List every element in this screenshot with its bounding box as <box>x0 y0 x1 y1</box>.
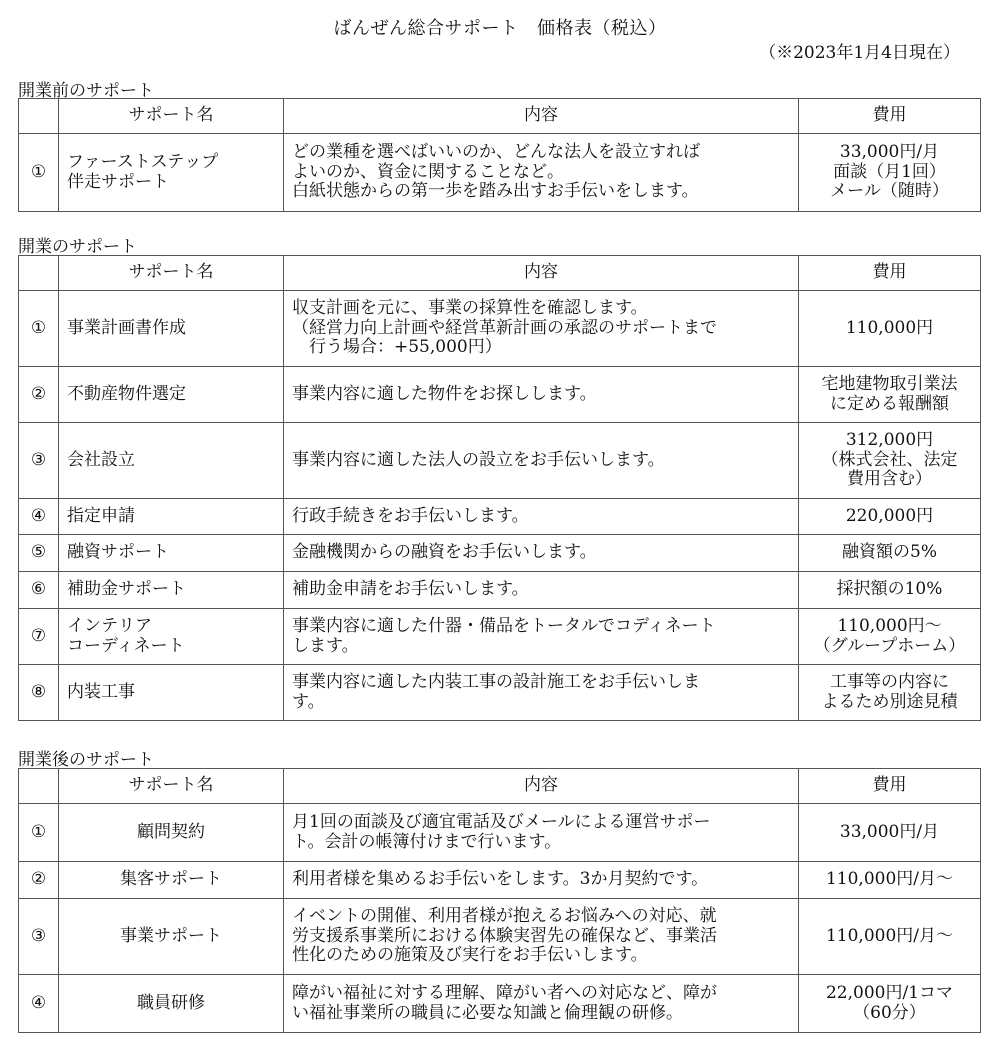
support-content: 補助金申請をお手伝いします。 <box>284 572 799 609</box>
support-name: インテリア コーディネート <box>59 609 284 665</box>
support-fee: 宅地建物取引業法 に定める報酬額 <box>799 367 981 423</box>
row-number: ② <box>19 862 59 899</box>
support-content: 事業内容に適した物件をお探しします。 <box>284 367 799 423</box>
support-content: イベントの開催、利用者様が抱えるお悩みへの対応、就 労支援系事業所における体験実習先の確保など、事業活 性化のための施策及び実行をお手伝いします。 <box>284 899 799 975</box>
support-content: 利用者様を集めるお手伝いをします。3か月契約です。 <box>284 862 799 899</box>
table-row <box>19 423 981 499</box>
section-heading-opening: 開業のサポート <box>18 237 137 257</box>
table-row <box>19 804 981 862</box>
support-name: 集客サポート <box>59 862 284 899</box>
support-content: 金融機関からの融資をお手伝いします。 <box>284 535 799 572</box>
row-number: ⑦ <box>19 609 59 665</box>
date-note: （※2023年1月4日現在） <box>759 43 960 63</box>
table-row <box>19 291 981 367</box>
support-fee: 工事等の内容に よるため別途見積 <box>799 665 981 721</box>
table-header-row <box>19 769 981 804</box>
support-fee: 33,000円/月 面談（月1回） メール（随時） <box>799 134 981 212</box>
pre-opening-table <box>18 98 981 212</box>
row-number: ① <box>19 804 59 862</box>
section-heading-post-opening: 開業後のサポート <box>18 750 154 770</box>
header-number <box>19 99 59 134</box>
support-content: 行政手続きをお手伝いします。 <box>284 499 799 535</box>
support-name: ファーストステップ 伴走サポート <box>59 134 284 212</box>
support-content: どの業種を選べばいいのか、どんな法人を設立すれば よいのか、資金に関することなど。 白紙状態からの第一歩を踏み出すお手伝いをします。 <box>284 134 799 212</box>
table-row <box>19 862 981 899</box>
header-support-name: サポート名 <box>59 769 284 804</box>
row-number: ③ <box>19 423 59 499</box>
support-fee: 110,000円～ （グループホーム） <box>799 609 981 665</box>
header-number <box>19 769 59 804</box>
header-number <box>19 256 59 291</box>
header-content: 内容 <box>284 769 799 804</box>
support-fee: 110,000円/月～ <box>799 862 981 899</box>
header-fee: 費用 <box>799 256 981 291</box>
row-number: ① <box>19 134 59 212</box>
support-name: 融資サポート <box>59 535 284 572</box>
post-opening-table <box>18 768 981 1033</box>
support-content: 事業内容に適した内装工事の設計施工をお手伝いしま す。 <box>284 665 799 721</box>
document-title: ばんぜん総合サポート 価格表（税込） <box>333 18 667 39</box>
row-number: ⑧ <box>19 665 59 721</box>
table-header-row <box>19 99 981 134</box>
opening-table <box>18 255 981 721</box>
support-content: 事業内容に適した法人の設立をお手伝いします。 <box>284 423 799 499</box>
support-fee: 22,000円/1コマ （60分） <box>799 975 981 1033</box>
support-content: 収支計画を元に、事業の採算性を確認します。 （経営力向上計画や経営革新計画の承認のサポートまで 行う場合：+55,000円） <box>284 291 799 367</box>
row-number: ① <box>19 291 59 367</box>
support-fee: 融資額の5% <box>799 535 981 572</box>
header-support-name: サポート名 <box>59 99 284 134</box>
table-row <box>19 535 981 572</box>
support-content: 事業内容に適した什器・備品をトータルでコディネート します。 <box>284 609 799 665</box>
row-number: ② <box>19 367 59 423</box>
support-name: 指定申請 <box>59 499 284 535</box>
header-fee: 費用 <box>799 99 981 134</box>
table-row <box>19 665 981 721</box>
table-row <box>19 899 981 975</box>
support-fee: 110,000円/月～ <box>799 899 981 975</box>
support-name: 事業計画書作成 <box>59 291 284 367</box>
section-heading-pre-opening: 開業前のサポート <box>18 81 154 101</box>
support-name: 顧問契約 <box>59 804 284 862</box>
table-row <box>19 134 981 212</box>
row-number: ③ <box>19 899 59 975</box>
table-row <box>19 367 981 423</box>
support-name: 会社設立 <box>59 423 284 499</box>
support-content: 障がい福祉に対する理解、障がい者への対応など、障が い福祉事業所の職員に必要な知識と倫理観の研修。 <box>284 975 799 1033</box>
row-number: ⑤ <box>19 535 59 572</box>
support-fee: 220,000円 <box>799 499 981 535</box>
support-fee: 312,000円 （株式会社、法定 費用含む） <box>799 423 981 499</box>
support-name: 不動産物件選定 <box>59 367 284 423</box>
support-content: 月1回の面談及び適宜電話及びメールによる運営サポー ト。会計の帳簿付けまで行います。 <box>284 804 799 862</box>
row-number: ④ <box>19 975 59 1033</box>
table-row <box>19 499 981 535</box>
support-fee: 110,000円 <box>799 291 981 367</box>
header-fee: 費用 <box>799 769 981 804</box>
table-row <box>19 572 981 609</box>
header-content: 内容 <box>284 99 799 134</box>
row-number: ⑥ <box>19 572 59 609</box>
support-fee: 33,000円/月 <box>799 804 981 862</box>
table-row <box>19 609 981 665</box>
support-name: 内装工事 <box>59 665 284 721</box>
support-name: 職員研修 <box>59 975 284 1033</box>
table-header-row <box>19 256 981 291</box>
support-name: 事業サポート <box>59 899 284 975</box>
support-fee: 採択額の10% <box>799 572 981 609</box>
header-content: 内容 <box>284 256 799 291</box>
header-support-name: サポート名 <box>59 256 284 291</box>
support-name: 補助金サポート <box>59 572 284 609</box>
table-row <box>19 975 981 1033</box>
row-number: ④ <box>19 499 59 535</box>
